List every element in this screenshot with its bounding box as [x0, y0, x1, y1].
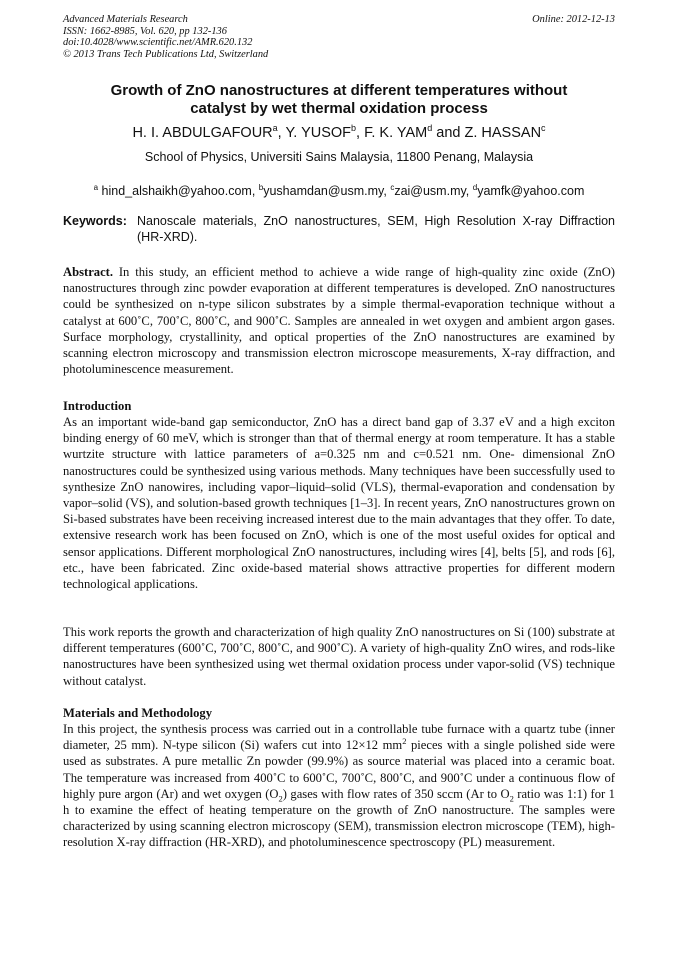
abstract-text: In this study, an efficient method to achieve a wide range of high-quality zinc oxide (ZnO) nanostructures through zinc powder evaporation at different temperatures is developed. ZnO nanostructures could be synthesized on n-type silicon substrates by a simple thermal-evaporation technique without a catalyst at 600˚C, 700˚C, 800˚C, and 900˚C. Samples are annealed in wet oxygen and ambient argon gases. Surface morphology, crystallinity, and optical properties of the ZnO nanostructures are examined by scanning electron microscopy and transmission electron microscope measurements, X-ray diffraction, and photoluminescence measurement. [63, 265, 615, 377]
author-2-mark: b [351, 123, 357, 134]
journal-name: Advanced Materials Research [63, 14, 188, 25]
journal-copyright: © 2013 Trans Tech Publications Ltd, Switzerland [63, 48, 269, 60]
methods-heading: Materials and Methodology [63, 706, 213, 720]
email-a[interactable]: hind_alshaikh@yahoo.com, [98, 184, 259, 198]
keywords-label: Keywords: [63, 214, 127, 228]
author-separator: , [277, 125, 286, 141]
keywords-text: Nanoscale materials, ZnO nanostructures, SEM, High Resolution X-ray Diffraction (HR-XRD). [137, 214, 615, 244]
email-a-mark: a [93, 182, 99, 192]
author-list [63, 124, 615, 142]
methods-superscript: 2 [402, 736, 407, 747]
introduction-paragraph-1: As an important wide-band gap semiconductor, ZnO has a direct band gap of 3.37 eV and a high exciton binding energy of 60 meV, which is stronger than that of thermal energy at room temperature. It has a stable wurtzite structure with lattice parameters of a=0.325 nm and c=0.521 nm. One- dimensional ZnO nanostructures could be synthesized using various methods. Many techniques have been successfully used to synthesize ZnO nanowires, including vapor–liquid–solid (VLS), thermal-evaporation and condensation by vapor–solid (VS), and solution-based growth techniques [1–3]. In recent years, ZnO nanostructures grown on Si-based substrates have been receiving increased interest due to the main advantages that they offer. To date, extensive research work has been focused on ZnO, which is one of the most useful oxides for optical and sensor applications. Different morphological ZnO nanostructures, including wires [4], belts [5], and rods [6], etc., have been fabricated. Zinc oxide-based material shows attractive properties for different modern technological applications. [63, 415, 615, 592]
methods-subscript: 2 [278, 793, 283, 804]
title-line-1: Growth of ZnO nanostructures at different temperatures without [110, 82, 568, 99]
methods-text-3: ) gases with flow rates of 350 sccm (Ar to O [282, 786, 510, 801]
journal-doi: doi:10.4028/www.scientific.net/AMR.620.132 [63, 37, 253, 49]
methods-paragraph [63, 721, 615, 851]
author-3: F. K. YAM [364, 125, 428, 141]
author-4: Z. HASSAN [464, 125, 542, 141]
email-c-mark: c [390, 182, 395, 192]
author-1-mark: a [272, 123, 278, 134]
methods-subscript: 2 [509, 793, 514, 804]
author-1: H. I. ABDULGAFOUR [132, 125, 273, 141]
methods-text-2: pieces with a single polished side were used as substrates. A pure metallic Zn powder (99.9%) as source material was placed into a ceramic boat. The temperature was increased from 400˚C to 600˚C, 700˚C, 800˚C, and 900˚C under a continuous flow of highly pure argon (Ar) and wet oxygen (O [63, 738, 616, 801]
introduction-heading: Introduction [63, 399, 132, 413]
author-2: Y. YUSOF [285, 125, 352, 141]
email-d-mark: d [472, 182, 478, 192]
abstract-label: Abstract. [63, 265, 114, 279]
affiliation: School of Physics, Universiti Sains Malaysia, 11800 Penang, Malaysia [144, 150, 534, 164]
methods-text-4: ratio was 1:1) for 1 h to examine the effect of heating temperature on the growth of ZnO nanostructure. The samples were characterized by using scanning electron microscopy (SEM), transmission electron microscope (TEM), high-resolution X-ray diffraction (HR-XRD), and photoluminescence spectroscopy (PL) measurement. [63, 786, 615, 850]
author-3-mark: d [427, 123, 433, 134]
email-b-mark: b [258, 182, 264, 192]
author-4-mark: c [541, 123, 546, 134]
email-b[interactable]: yushamdan@usm.my, [263, 184, 391, 198]
methods-text-1: In this project, the synthesis process was carried out in a controllable tube furnace with a quartz tube (inner diameter, 25 mm). N-type silicon (Si) wafers cut into 12×12 mm [63, 722, 615, 753]
journal-issn: ISSN: 1662-8985, Vol. 620, pp 132-136 [63, 25, 227, 37]
author-separator: and [432, 125, 465, 141]
introduction-paragraph-2: This work reports the growth and characterization of high quality ZnO nanostructures on Si (100) substrate at different temperatures (600˚C, 700˚C, 800˚C, and 900˚C). A variety of high-quality ZnO wires, and rods-like nanostructures have been synthesized using wet thermal oxidation process under vapor-solid (VS) technique without catalyst. [63, 625, 615, 688]
online-date: Online: 2012-12-13 [532, 14, 615, 25]
email-c[interactable]: zai@usm.my, [394, 184, 473, 198]
email-list [63, 184, 615, 199]
keywords [63, 213, 615, 245]
author-separator: , [356, 125, 365, 141]
abstract [63, 264, 615, 377]
email-d[interactable]: yamfk@yahoo.com [477, 184, 585, 198]
paper-title [63, 82, 615, 118]
journal-header [63, 14, 615, 60]
title-line-2: catalyst by wet thermal oxidation process [190, 100, 488, 117]
